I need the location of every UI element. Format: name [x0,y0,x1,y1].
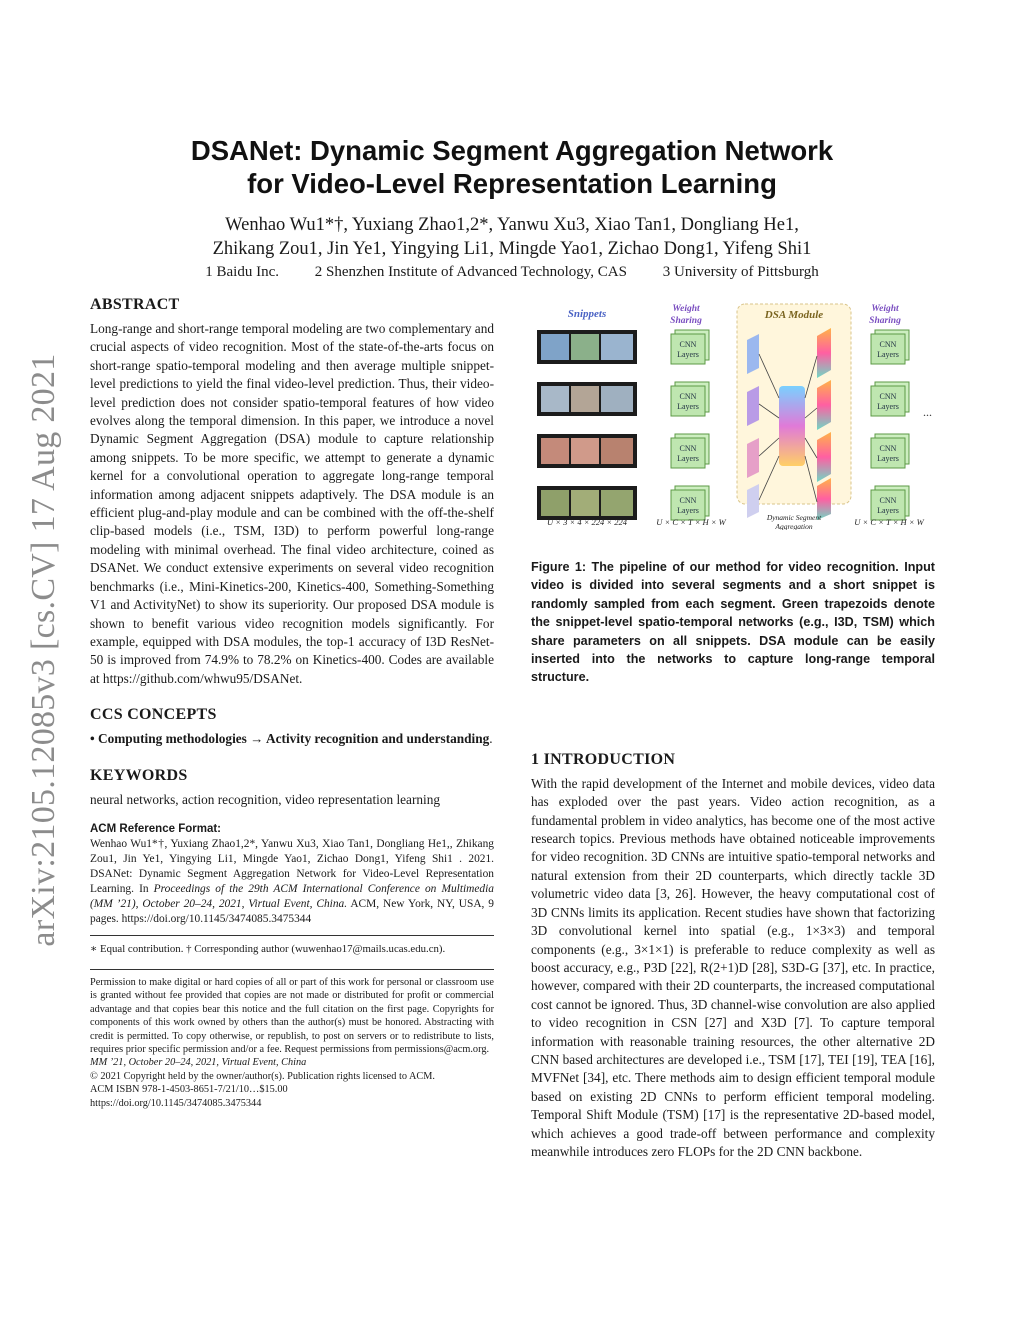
aggregation-label-1: Dynamic Segment [766,513,822,522]
author-list [120,213,904,261]
shape-output-label: U × C × T × H × W [854,517,924,527]
snippets-label: Snippets [567,308,607,320]
affiliation-2: 2 Shenzhen Institute of Advanced Technology, CAS [314,264,627,280]
cnn-stack-right-1 [871,330,909,364]
acm-ref-authors: Wenhao Wu1*†, Yuxiang Zhao1,2*, Yanwu Xu3, Xiao Tan1, Dongliang He1,, Zhikang Zou1, Jin Ye1, Yingying Li1, Mingde Yao1, Zichao Dong1, Yifeng Shi1 . 2021. DSANet: Dynamic Segment Aggregation Network for Video-Level Representation Learning. In [90,837,494,895]
keywords-text: neural networks, action recognition, video representation learning [90,791,441,807]
cnn-stack-right-4 [871,486,909,520]
affiliation-3: 3 University of Pittsburgh [662,264,819,280]
cnn-stack-left-1 [671,330,709,364]
permission-divider [90,969,494,970]
weight-sharing-label-right: Weight [871,304,899,314]
conference-line: MM ’21, October 20–24, 2021, Virtual Event, China [90,1057,307,1069]
title-line-2: for Video-Level Representation Learning [247,168,777,199]
acm-ref-venue: Proceedings of the 29th ACM International Conference on Multimedia (MM ’21), October 20–24, 2021, Virtual Event, China. [90,882,494,910]
svg-text:CNN: CNN [879,444,897,453]
arxiv-stamp: arXiv:2105.12085v3 [cs.CV] 17 Aug 2021 [25,353,62,947]
svg-text:Layers: Layers [877,454,899,463]
svg-text:CNN: CNN [879,340,897,349]
acm-ref-text [90,837,494,927]
svg-text:CNN: CNN [679,340,697,349]
authors-line-2: Zhikang Zou1, Jin Ye1, Yingying Li1, Mingde Yao1, Zichao Dong1, Yifeng Shi1 [212,239,812,259]
dynamic-kernel-volume [779,386,805,466]
svg-text:Layers: Layers [677,402,699,411]
cnn-stack-left-4 [671,486,709,520]
pipeline-figure [531,298,935,530]
svg-text:Layers: Layers [877,506,899,515]
pipeline-diagram [531,298,935,530]
isbn-line: ACM ISBN 978-1-4503-8651-7/21/10…$15.00 [90,1084,288,1096]
footnote: ∗ Equal contribution. † Corresponding author (wuwenhao17@mails.ucas.edu.cn). [90,942,446,955]
weight-sharing-label-right-2: Sharing [869,316,901,326]
cnn-stack-left-3 [671,434,709,468]
ccs-text [90,730,494,748]
abstract-text: Long-range and short-range temporal modeling are two complementary and crucial aspects of video recognition. Most of the state-of-the-arts focus on short-range spatio-temporal modeling and then average multiple snippet-level predictions to yield the final video-level prediction. Thus, their video-level prediction does not consider spatio-temporal features of how video evolves along the temporal dimension. In this paper, we introduce a novel Dynamic Segment Aggregation (DSA) module to capture relationship among snippets. To be more specific, we attempt to generate a dynamic kernel for a convolutional operation to aggregate long-range temporal information among adjacent snippets adaptively. The DSA module is an efficient plug-and-play module and can be combined with the off-the-shelf clip-based models (i.e., TSM, I3D) to perform powerful long-range modeling with minimal overhead. The final video architecture, coined as DSANet. We conduct extensive experiments on several video recognition benchmarks (i.e., Mini-Kinetics-200, Kinetics-400, Something-Something V1 and ActivityNet) to show its superiority. Our proposed DSA module is shown to benefit various video recognition models significantly. For example, equipped with DSA modules, the top-1 accuracy of I3D ResNet-50 is improved from 74.9% to 78.2% on Kinetics-400. Codes are available at https://github.com/whwu95/DSANet. [90,321,494,686]
left-column [90,296,494,1110]
ccs-tail: . [489,731,493,747]
ccs-concepts: • Computing methodologies → Activity recognition and understanding [90,731,490,747]
dsa-module-label: DSA Module [764,309,824,321]
shape-input-label: U × 3 × 4 × 224 × 224 [546,517,628,527]
aggregation-label-2: Aggregation [775,522,813,530]
introduction-text: With the rapid development of the Internet and mobile devices, video data has exploded over the past years. Video action recognition, as a fundamental problem in video analytics, has become one of the most active research topics. Previous methods have obtained noticeable improvements for video recognition. 3D CNNs are intuitive spatio-temporal networks and natural extension from their 2D counterparts, which directly tackle 3D volumetric video data [3, 26]. However, the heavy computational cost of 3D CNNs limits its application. Recent studies have shown that factorizing 3D convolutional kernel into spatial (e.g., 1×3×3) and temporal components (e.g., 3×1×1) is preferable to reduce complexity as well as boost accuracy, e.g., P3D [22], R(2+1)D [28], S3D-G [37], etc. In practice, however, compared with their 2D counterparts, the increased computational cost cannot be ignored. Thus, 3D channel-wise convolution are also applied to video recognition in CSN [27] and X3D [7]. To capture temporal information with reasonable training resources, the other alternative 2D CNN based architectures are developed i.e., TSM [17], TEI [19], TEA [16], MVFNet [34], etc. There methods aim to design efficient temporal module based on existing 2D CNNs to perform efficient temporal modeling. Temporal Shift Module (TSM) [17] is the representative 2D-based model, which achieves a good trade-off between performance and complexity meanwhile introduces zero FLOPs for the 2D CNN backbone. [531,775,935,1159]
copyright-line: © 2021 Copyright held by the owner/author(s). Publication rights licensed to ACM. [90,1070,436,1082]
svg-text:Layers: Layers [677,506,699,515]
doi-link[interactable]: https://doi.org/10.1145/3474085.3475344 [90,1097,262,1109]
continuation-ellipsis: ... [923,405,932,419]
paper-title [120,134,904,200]
authors-line-1: Wenhao Wu1*†, Yuxiang Zhao1,2*, Yanwu Xu3, Xiao Tan1, Dongliang He1, [225,215,799,235]
footnote-divider [90,935,494,936]
snippet-row-2 [537,382,637,416]
cnn-stack-left-2 [671,382,709,416]
weight-sharing-label-left: Weight [672,304,700,314]
svg-text:CNN: CNN [879,496,897,505]
snippet-row-1 [537,330,637,364]
keywords-heading: KEYWORDS [90,766,188,784]
affiliation-1: 1 Baidu Inc. [205,264,279,280]
permission-text: Permission to make digital or hard copies of all or part of this work for personal or classroom use is granted without fee provided that copies are not made or distributed for profit or commercial advantage and that copies bear this notice and the full citation on the first page. Copyrights for components of this work owned by others than the author(s) must be honored. Abstracting with credit is permitted. To copy otherwise, or republish, to post on servers or to redistribute to lists, requires prior specific permission and/or a fee. Request permissions from permissions@acm.org. [90,976,494,1055]
svg-text:Layers: Layers [677,454,699,463]
snippet-row-4 [537,486,637,520]
affiliations [120,264,904,281]
title-line-1: DSANet: Dynamic Segment Aggregation Network [190,135,834,166]
svg-text:CNN: CNN [679,444,697,453]
right-column [531,296,935,1161]
cnn-stack-right-2 [871,382,909,416]
acm-ref-tail: ACM, New York, NY, USA, 9 pages. https://doi.org/10.1145/3474085.3475344 [90,897,494,925]
svg-text:CNN: CNN [679,496,697,505]
figure-caption: Figure 1: The pipeline of our method for video recognition. Input video is divided into several segments and a short snippet is randomly sampled from each segment. Green trapezoids denote the snippet-level spatio-temporal networks (e.g., I3D, TSM) which share parameters on all snippets. DSA module can be easily inserted into the networks to capture long-range temporal structure. [531,560,935,685]
snippet-row-3 [537,434,637,468]
shape-mid-label: U × C × T × H × W [656,517,726,527]
svg-text:CNN: CNN [679,392,697,401]
svg-text:Layers: Layers [677,350,699,359]
cnn-stack-right-3 [871,434,909,468]
svg-text:Layers: Layers [877,350,899,359]
acm-ref-heading: ACM Reference Format: [90,822,221,835]
introduction-heading: 1 INTRODUCTION [531,750,676,768]
abstract-heading: ABSTRACT [90,296,180,313]
weight-sharing-label-left-2: Sharing [670,316,702,326]
ccs-heading: CCS CONCEPTS [90,706,217,724]
svg-text:Layers: Layers [877,402,899,411]
svg-text:CNN: CNN [879,392,897,401]
